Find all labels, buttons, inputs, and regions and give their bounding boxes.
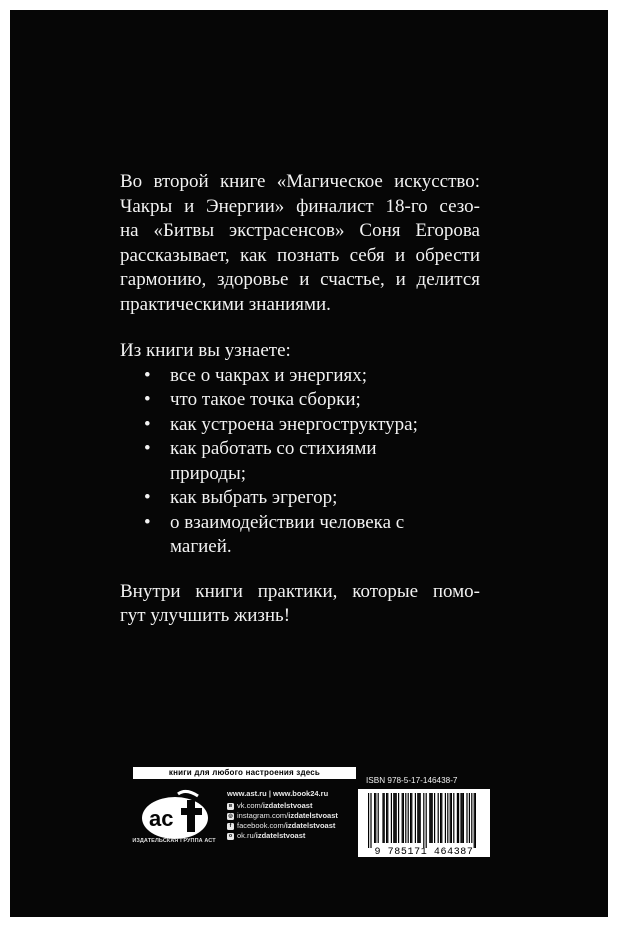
barcode-bar bbox=[398, 793, 399, 843]
list-item bbox=[120, 486, 480, 511]
barcode-bar bbox=[471, 793, 472, 843]
social-link-odnoklassniki[interactable] bbox=[227, 831, 357, 841]
facebook-icon: f bbox=[227, 823, 234, 830]
barcode-bar bbox=[462, 793, 463, 843]
social-link-handle: izdatelstvoast bbox=[262, 801, 313, 810]
publisher-caption: ИЗДАТЕЛЬСКАЯ ГРУППА АСТ bbox=[132, 838, 216, 844]
barcode-digits: 9 785171 464387 bbox=[374, 847, 474, 857]
list-item-text: все о чакрах и энергиях; bbox=[170, 364, 368, 386]
text-line: на «Битвы экстрасенсов» Соня Егорова bbox=[120, 220, 480, 241]
barcode-bar bbox=[429, 793, 430, 843]
barcode-bar bbox=[434, 793, 435, 843]
text-line: Внутри книги практики, которые помо- bbox=[120, 580, 480, 602]
social-link-handle: izdatelstvoast bbox=[255, 831, 306, 840]
barcode-bar bbox=[441, 793, 442, 843]
isbn-number: ISBN 978-5-17-146438-7 bbox=[366, 776, 458, 785]
list-item-text: как работать со стихиями природы; bbox=[170, 438, 377, 484]
barcode-bar bbox=[460, 793, 461, 843]
barcode-bar bbox=[393, 793, 394, 843]
barcode-bar bbox=[403, 793, 404, 843]
barcode-bar bbox=[405, 793, 406, 843]
barcode-bar bbox=[469, 793, 470, 843]
list-item-text: как устроена энергоструктура; bbox=[170, 413, 418, 435]
topics-list bbox=[120, 364, 480, 560]
barcode-bar bbox=[382, 793, 383, 843]
publisher-links bbox=[227, 789, 357, 841]
barcode-bar bbox=[426, 793, 427, 848]
barcode-bar bbox=[391, 793, 392, 843]
list-item bbox=[120, 437, 380, 486]
annotation-paragraph bbox=[120, 170, 480, 317]
barcode-bar bbox=[396, 793, 397, 843]
bullet-icon: • bbox=[144, 364, 151, 386]
barcode-bar bbox=[410, 793, 411, 843]
social-link-handle: izdatelstvoast bbox=[288, 811, 338, 820]
barcode-bar bbox=[466, 793, 467, 843]
barcode-bar bbox=[386, 793, 387, 843]
barcode-bar bbox=[453, 793, 454, 843]
social-link-handle: izdatelstvoast bbox=[285, 821, 336, 830]
website-links[interactable]: www.ast.ru | www.book24.ru bbox=[227, 789, 329, 798]
text-line: гут улучшить жизнь! bbox=[120, 605, 291, 626]
barcode bbox=[358, 789, 490, 857]
svg-text:ас: ас bbox=[149, 806, 174, 831]
barcode-bar bbox=[415, 793, 416, 843]
barcode-bar bbox=[408, 793, 409, 843]
text-line: рассказывает, как познать себя и обрести bbox=[120, 244, 480, 266]
barcode-bar bbox=[378, 793, 379, 843]
list-item bbox=[120, 388, 480, 413]
social-link-facebook[interactable] bbox=[227, 821, 357, 831]
barcode-bar bbox=[445, 793, 446, 843]
barcode-bar bbox=[394, 793, 395, 843]
text-line: Во второй книге «Магическое искусство: bbox=[120, 171, 480, 192]
vk-icon: в bbox=[228, 802, 233, 809]
barcode-icon bbox=[358, 789, 490, 857]
closing-paragraph bbox=[120, 580, 480, 629]
barcode-bar bbox=[375, 793, 376, 843]
social-link-prefix: facebook.com/ bbox=[237, 821, 286, 830]
barcode-bar bbox=[450, 793, 451, 843]
barcode-bar bbox=[458, 793, 459, 843]
barcode-bar bbox=[423, 793, 424, 848]
social-link-prefix: instagram.com/ bbox=[237, 811, 289, 820]
barcode-bar bbox=[440, 793, 441, 843]
list-item-text: что такое точка сборки; bbox=[170, 389, 361, 410]
barcode-bar bbox=[370, 793, 371, 848]
barcode-bar bbox=[420, 793, 421, 843]
text-line: гармонию, здоровье и счастье, и делится bbox=[120, 269, 480, 290]
instagram-icon: ◎ bbox=[228, 812, 233, 819]
barcode-bar bbox=[384, 793, 385, 843]
bullet-icon: • bbox=[144, 511, 151, 533]
list-intro: Из книги вы узнаете: bbox=[120, 340, 291, 361]
list-item bbox=[120, 364, 480, 389]
social-link-instagram[interactable] bbox=[227, 811, 357, 821]
barcode-bar bbox=[438, 793, 439, 843]
bullet-icon: • bbox=[144, 413, 151, 435]
barcode-bar bbox=[411, 793, 412, 843]
social-link-prefix: vk.com/ bbox=[237, 801, 263, 810]
barcode-bar bbox=[463, 793, 464, 843]
barcode-bar bbox=[475, 793, 476, 848]
slogan-banner: книги для любого настроения здесь bbox=[133, 767, 356, 779]
barcode-bar bbox=[430, 793, 431, 843]
barcode-bar bbox=[417, 793, 418, 843]
barcode-bar bbox=[368, 793, 369, 848]
barcode-bar bbox=[374, 793, 375, 843]
bullet-icon: • bbox=[144, 487, 151, 508]
bullet-icon: • bbox=[144, 389, 151, 410]
text-line: Чакры и Энергии» финалист 18-го сезо- bbox=[120, 195, 480, 217]
list-item-text: как выбрать эгрегор; bbox=[170, 487, 338, 508]
back-cover bbox=[10, 10, 608, 917]
barcode-bar bbox=[387, 793, 388, 843]
annotation-text bbox=[120, 170, 480, 629]
social-link-prefix: ok.ru/ bbox=[237, 831, 256, 840]
list-item bbox=[120, 511, 420, 560]
barcode-bar bbox=[447, 793, 448, 843]
ast-logo-icon bbox=[140, 788, 210, 840]
barcode-bar bbox=[418, 793, 419, 843]
list-item bbox=[120, 413, 480, 438]
barcode-bar bbox=[432, 793, 433, 843]
barcode-bar bbox=[451, 793, 452, 843]
bullet-icon: • bbox=[144, 438, 151, 459]
odnoklassniki-icon: о bbox=[228, 832, 233, 839]
social-link-vk[interactable] bbox=[227, 801, 357, 811]
barcode-bar bbox=[457, 793, 458, 843]
list-item-text: о взаимодействии человека с магией. bbox=[170, 511, 405, 557]
barcode-bar bbox=[402, 793, 403, 843]
text-line: практическими знаниями. bbox=[120, 293, 331, 315]
barcode-bar bbox=[474, 793, 475, 848]
